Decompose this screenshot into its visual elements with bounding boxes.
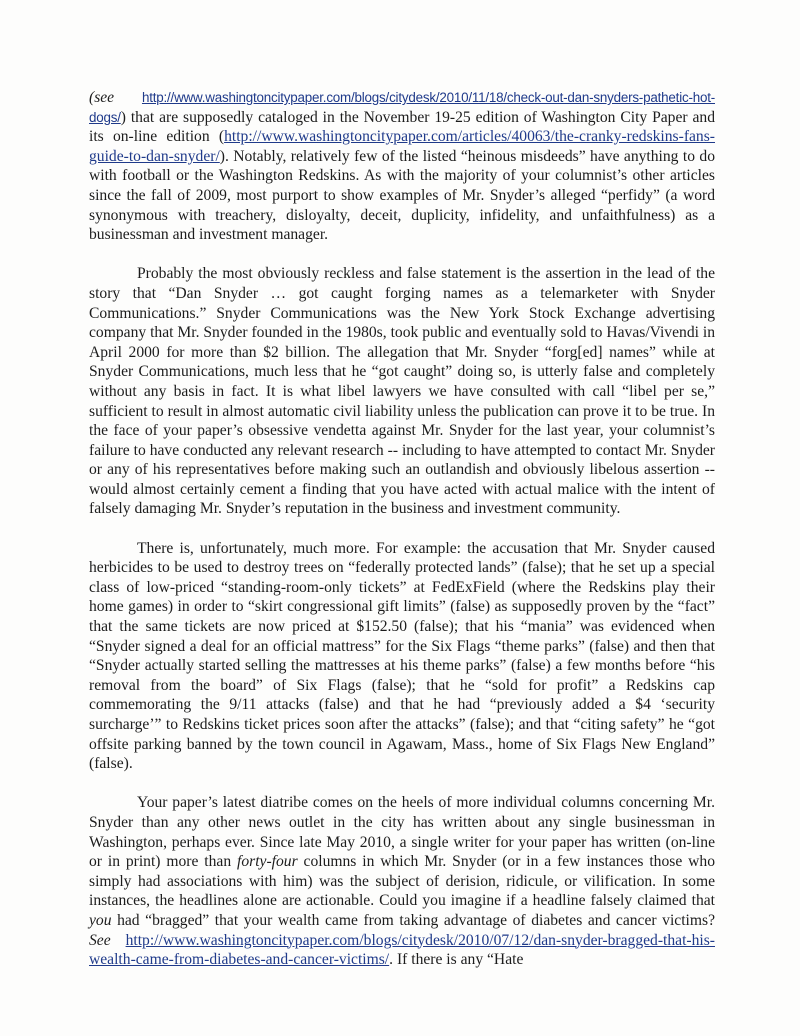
emphasis-forty-four: forty-four	[237, 853, 298, 871]
paragraph-1-text-b: ). Notably, relatively few of the listed “heinous misdeeds” have anything to do with football or the Washington Redskins. As with the majority of your columnist’s other articles since the fall of 2009, most purport to show examples of Mr. Snyder’s alleged “perfidy” (a word synonymous with treachery, disloyalty, deceit, duplicity, infidelity, and unfaithfulness) as a businessman and investment manager.	[89, 147, 715, 244]
letter-body	[89, 88, 715, 989]
paragraph-4-text-a: Your paper’s latest diatribe comes on the heels of more individual columns concerning Mr. Snyder than any other news outlet in the city has written about any single businessman in Washington, perhaps ever. Since late May 2010, a single writer for your paper has written (on-line or in print) more than	[89, 794, 715, 871]
paragraph-4-text-c: had “bragged” that your wealth came from taking advantage of diabetes and cancer victims?	[111, 911, 715, 929]
paragraph-3: There is, unfortunately, much more. For example: the accusation that Mr. Snyder caused herbicides to be used to destroy trees on “federally protected lands” (false); that he set up a special class of low-priced “standing-room-only tickets” at FedExField (where the Redskins play their home games) in order to “skirt congressional gift limits” (false) as supposedly proven by the “fact” that the same tickets are now priced at $152.50 (false); that his “mania” was evidenced when “Snyder signed a deal for an official mattress” for the Six Flags “theme parks” (false) and then that “Snyder actually started selling the mattresses at his theme parks” (false) a few months before “his removal from the board” of Six Flags (false); that he “sold for profit” a Redskins cap commemorating the 9/11 attacks (false) and that he had “previously added a $4 ‘security surcharge’” to Redskins ticket prices soon after the attacks” (false); and that “citing safety” he “got offsite parking banned by the town council in Agawam, Mass., home of Six Flags New England” (false).	[89, 539, 715, 773]
paragraph-4-text-b: columns in which Mr. Snyder (or in a few instances those who simply had associations with him) was the subject of derision, ridicule, or vilification. In some instances, the headlines alone are actionable. Could you imagine if a headline falsely claimed that	[89, 853, 715, 910]
emphasis-you: you	[89, 911, 112, 929]
link-cranky-fans-guide[interactable]: http://www.washingtoncitypaper.com/articles/40063/the-cranky-redskins-fans-guide-to-dan-snyder/	[89, 128, 715, 165]
link-hot-dogs-article[interactable]: http://www.washingtoncitypaper.com/blogs/citydesk/2010/11/18/check-out-dan-snyders-pathetic-hot-dogs/	[89, 90, 715, 125]
paragraph-1-text-a: ) that are supposedly cataloged in the November 19-25 edition of Washington City Paper and its on-line edition (	[89, 108, 715, 146]
paragraph-4-text-d: . If there is any “Hate	[389, 951, 524, 969]
see-open: (see	[89, 89, 142, 106]
paragraph-2: Probably the most obviously reckless and false statement is the assertion in the lead of the story that “Dan Snyder … got caught forging names as a telemarketer with Snyder Communications.” Snyder Communications was the New York Stock Exchange advertising company that Mr. Snyder founded in the 1980s, took public and eventually sold to Havas/Vivendi in April 2000 for more than $2 billion. The allegation that Mr. Snyder “forg[ed] names” while at Snyder Communications, much less that he “got caught” doing so, is utterly false and completely without any basis in fact. It is what libel lawyers we have consulted with call “libel per se,” sufficient to result in almost automatic civil liability unless the publication can prove it to be true. In the face of your paper’s obsessive vendetta against Mr. Snyder for the last year, your columnist’s failure to have conducted any relevant research -- including to have attempted to contact Mr. Snyder or any of his representatives before making such an outlandish and obviously libelous assertion -- would almost certainly cement a finding that you have acted with actual malice with the intent of falsely damaging Mr. Snyder’s reputation in the business and investment community.	[89, 265, 715, 518]
paragraph-1	[89, 88, 715, 245]
paragraph-4	[89, 793, 715, 969]
see-signal: See	[89, 931, 111, 949]
link-diabetes-cancer-article[interactable]: http://www.washingtoncitypaper.com/blogs/citydesk/2010/07/12/dan-snyder-bragged-that-his-wealth-came-from-diabetes-and-cancer-victims/	[89, 931, 715, 969]
